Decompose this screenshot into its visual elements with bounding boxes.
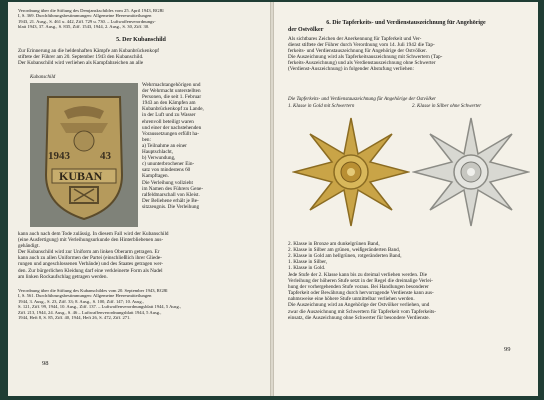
text-line: Zur Erinnerung an die heldenhaften Kämpfe am Kubanbrückenkopf: [18, 48, 160, 54]
text-line: Voraussetzungen erfüllt ha-: [142, 130, 199, 137]
body-paragraph: [18, 231, 264, 280]
text-line: Der Kubanschild wird zur Uniform am linken Oberarm getragen. Er: [18, 249, 160, 256]
gold-star-medal-image: [292, 116, 410, 228]
bottom-footnote: [18, 288, 264, 320]
section-heading-line-2: der Ostvölker: [288, 27, 324, 33]
caption-gold-class: 1. Klasse in Gold mit Schwertern: [288, 104, 355, 109]
text-line: sitzzeugnis. Die Verleihung: [142, 203, 200, 210]
silver-star-medal-image: [412, 116, 530, 228]
top-footnote: [18, 8, 264, 30]
text-line: Jede Stufe der 2. Klasse kann bis zu dreimal verliehen werden. Die: [288, 272, 428, 278]
shield-year-left: 1943: [48, 150, 70, 162]
section-heading: 5. Der Kubanschild: [116, 37, 166, 43]
note-line: Verordnung über die Stiftung des Demjanskschildes vom 25. April 1943, RGBl: [18, 8, 164, 13]
text-line: satz von mindestens 60: [142, 167, 191, 174]
list-item: 1. Klasse in Silber,: [288, 259, 328, 266]
text-line: Als sichtbares Zeichen der Anerkennung für Tapferkeit und Ver-: [288, 36, 422, 42]
photo-caption: Kubanschild: [30, 75, 56, 80]
text-line: in der Luft und zu Wasser: [142, 112, 196, 119]
text-line: ehrenvoll beteiligt waren: [142, 118, 194, 125]
text-line: Die Auszeichnung wird als Tapferkeitsauszeichnung mit Schwertern (Tap-: [288, 54, 443, 61]
text-line: im Namen des Führers Gene-: [142, 185, 204, 192]
text-line: ben:: [142, 136, 151, 143]
text-line: Die Verleihung vollzieht: [142, 179, 193, 186]
kubanschild-photo: [30, 83, 138, 227]
note-line: 1943, 21. Ausg., S. 461 u. 442, Ziff. 729 u. 730. – Luftwaffenverordnungs-: [18, 18, 156, 24]
text-line: den. Zur bürgerlichen Kleidung darf eine verkleinerte Form als Nadel: [18, 267, 163, 274]
text-line: 1943 an den Kämpfen am: [142, 100, 196, 107]
text-line: b) Verwundung,: [142, 155, 176, 162]
text-line: Tapferkeit oder Bewährung durch hervorragende Verdienste kann aus-: [288, 290, 434, 297]
text-line: einsatz, die Auszeichnung ohne Schwerter für besondere Verdienste.: [288, 314, 430, 321]
text-line: kann auch nach dem Tode zulässig. In diesem Fall wird der Kubanschild: [18, 231, 169, 237]
note-line: S. 121, Ziff. 99, 1944, 10. Ausg., Ziff. 137. – Luftwaffenverordnungsblatt 1944, 5 Ausg.,: [18, 304, 182, 310]
text-line: der Wehrmacht unterstellten: [142, 88, 201, 95]
note-line: 1944, Heft 8, S. 85, Ziff. 40, 1944, Heft 26, S. 472, Ziff. 271.: [18, 315, 131, 321]
left-page: [8, 2, 270, 396]
text-line: und einer der nachstehenden: [142, 124, 202, 131]
class-list: [288, 241, 526, 271]
intro-paragraph: [18, 48, 264, 66]
list-item: 1. Klasse in Gold.: [288, 265, 326, 272]
caption-silver-class: 2. Klasse in Silber ohne Schwerter: [412, 104, 482, 109]
kubanschild-image: [30, 83, 138, 227]
text-line: hung der vorhergehenden Stufe voraus. Bei Handlungen besonderer: [288, 284, 429, 291]
section-heading-line-1: 6. Die Tapferkeits- und Verdienstauszeichnung für Angehörige: [326, 20, 486, 26]
page-number-right: 99: [504, 346, 511, 353]
text-line: Die Auszeichnung wird an Angehörige der Ostvölker verliehen, und: [288, 302, 430, 309]
wrapped-paragraph: [142, 82, 262, 210]
text-line: nahmsweise eine höhere Stufe unmittelbar verliehen werden.: [288, 296, 415, 303]
text-line: Verleihung der höheren Stufe setzt in der Regel die dreimalige Verlei-: [288, 278, 433, 285]
text-line: dienst stiftete der Führer durch Verordnung vom 14. Juli 1942 die Tap-: [288, 42, 435, 49]
list-item: 2. Klasse in Silber am grünen, weißgeränderten Band,: [288, 247, 401, 254]
text-line: rungen und angeschlossenen Verbände) und des Staates getragen wer-: [18, 261, 163, 268]
intro-paragraph-right: [288, 36, 526, 73]
text-line: Hauptschlacht,: [142, 149, 173, 156]
text-line: a) Teilnahme an einer: [142, 142, 187, 149]
right-page: [274, 2, 538, 396]
text-line: Personen, die seit 1. Februar: [142, 94, 202, 101]
note-line: Ziff. 213, 1944, 24. Ausg., S. 46 – Luftwaffenverordnungsblatt 1944, 5 Ausg.,: [18, 309, 162, 315]
list-item: 2. Klasse in Bronze am dunkelgrünen Band,: [288, 241, 380, 247]
text-line: ferkeits- und Verdienstauszeichnung für Angehörige der Ostvölker.: [288, 48, 427, 55]
body-paragraph-right: [288, 272, 526, 321]
note-line: I, S. 369. Durchführungsbestimmungen: Allgemeine Heeresmitteilungen: [18, 13, 152, 19]
text-line: Wehrmachtangehörigen und: [142, 82, 201, 88]
note-line: blatt 1943, 37. Ausg., S. 835, Ziff. 1543, 1944, 2. Ausg., S. 30, Ziff. 30.: [18, 24, 150, 30]
book-spread: [4, 0, 540, 400]
text-line: Der Kubanschild wird verliehen als Kampfabzeichen an alle: [18, 60, 144, 67]
text-line: am linken Rockaufschlag getragen werden.: [18, 273, 108, 280]
note-line: I, S. 561. Durchführungsbestimmungen: Allgemeine Heeresmitteilungen: [18, 293, 152, 299]
text-line: Kubanbrückenkopf zu Lande,: [142, 106, 204, 113]
note-line: 1944, 3. Ausg., S. 23, Ziff. 33; 8. Ausg., S. 100, Ziff. 147; 10. Ausg.,: [18, 298, 144, 304]
text-line: (Verdienst-Auszeichnung) in folgender Abstufung verliehen:: [288, 66, 414, 73]
text-line: c) ununterbrochener Ein-: [142, 161, 195, 168]
text-line: gehändigt.: [18, 243, 40, 250]
text-line: stiftete der Führer am 20. September 1943 den Kubanschild.: [18, 54, 144, 61]
text-line: Kampftagen.: [142, 173, 169, 180]
text-line: zwar die Auszeichnung mit Schwertern für Tapferkeit vom Tapferkeits-: [288, 308, 437, 315]
note-line: Verordnung über die Stiftung des Kubanschildes vom 20. September 1943, RGBl: [18, 288, 168, 293]
text-line: (eine Ausfertigung) mit Verleihungsurkunde den Hinterbliebenen aus-: [18, 237, 164, 244]
figure-title: Die Tapferkeits- und Verdienstauszeichnung für Angehörige der Ostvölker: [288, 97, 436, 102]
svg-text:43: 43: [100, 150, 111, 162]
text-line: ralfeldmarschall von Kleist.: [142, 191, 200, 198]
page-number-left: 98: [42, 360, 49, 367]
list-item: 2. Klasse in Gold am hellgrünen, rotgeränderten Band,: [288, 253, 402, 260]
shield-word: KUBAN: [59, 169, 103, 183]
text-line: kann auch zu allen Uniformen der Partei (einschließlich ihrer Gliede-: [18, 255, 162, 262]
text-line: Der Beliehene erhält je Be-: [142, 197, 199, 204]
text-line: ferkeits-Auszeichnung) und als Verdienstauszeichnung ohne Schwerter: [288, 60, 436, 67]
